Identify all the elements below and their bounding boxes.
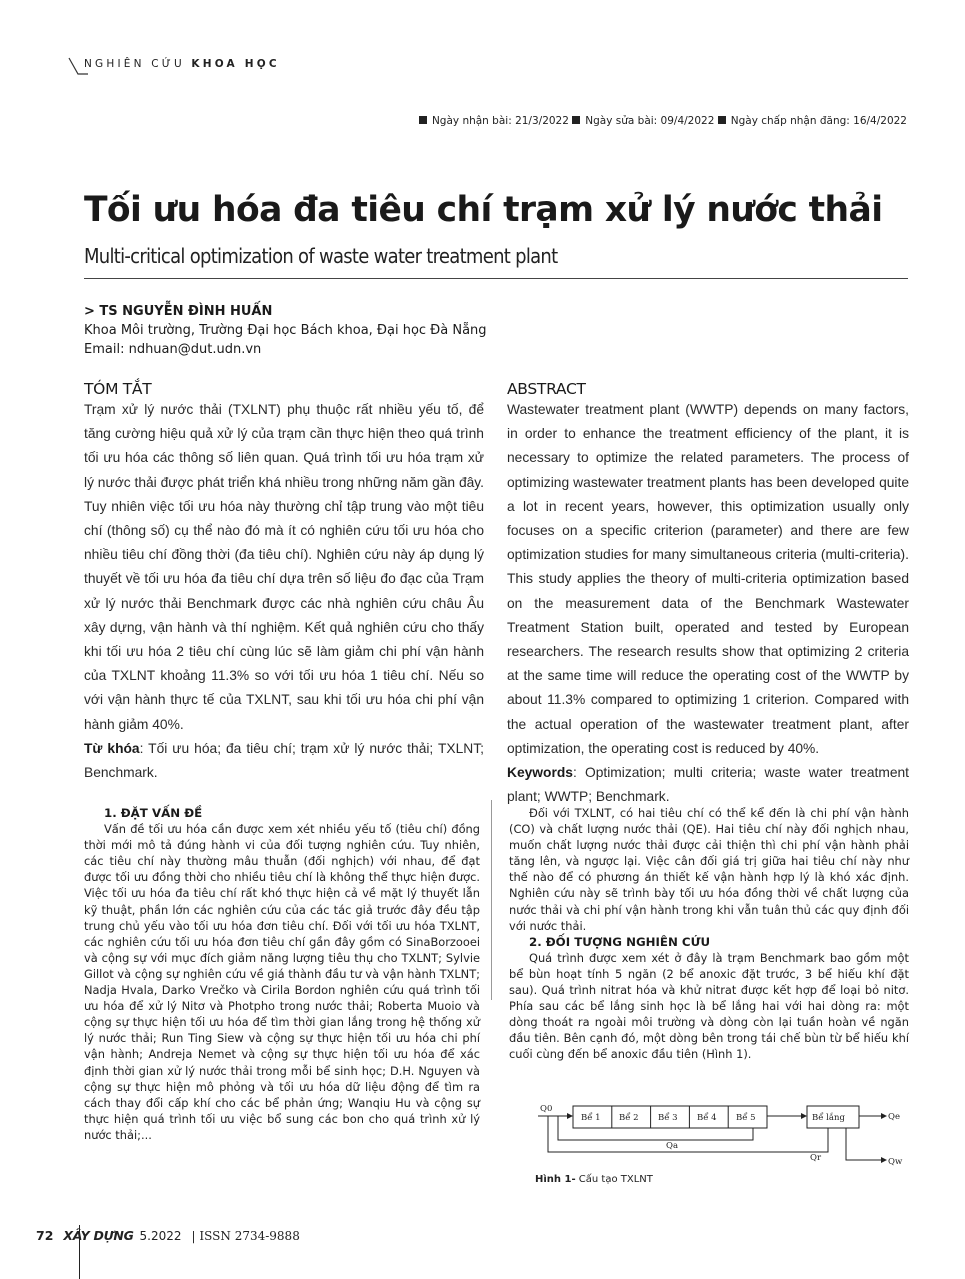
section-label-b: KHOA HỌC (191, 58, 280, 70)
label-b3: Bể 3 (658, 1113, 678, 1123)
abstract-vi-body: Trạm xử lý nước thải (TXLNT) phụ thuộc rất nhiều yếu tố, để tăng cường hiệu quả xử lý của trạm cần thực hiện theo quá trình tối ưu hóa các thông số liên quan. Quá trình tối ưu hóa trạm xử lý nước thải được phát triển khá nhiều trong những năm gần đây. Tuy nhiên việc tối ưu hóa này thường chỉ tập trung vào một tiêu chí (thông số) cụ thể nào đó mà ít có nghiên cứu tối ưu hóa cho nhiều tiêu chí đồng thời (đa tiêu chí). Nghiên cứu này áp dụng lý thuyết về tối ưu hóa đa tiêu chí dựa trên số liệu đo đạc của Trạm xử lý nước thải Benchmark được các nhà nghiên cứu châu Âu xây dựng, vận hành và thí nghiệm. Kết quả nghiên cứu cho thấy khi tối ưu hóa 2 tiêu chí cùng lúc sẽ làm giảm chi phí vận hành của TXLNT khoảng 11.3% so với tối ưu hóa 1 tiêu chí. Nếu so với vận hành thực tế của TXLNT, sau khi tối ưu hóa chi phí vận hành giảm 40%. (84, 402, 484, 732)
figure-1-diagram (528, 1098, 908, 1170)
label-qa: Qa (666, 1141, 679, 1151)
body-left-column (84, 805, 480, 1143)
section-2-heading: 2. ĐỐI TƯỢNG NGHIÊN CỨU (529, 934, 711, 949)
section-label (84, 58, 280, 70)
abstract-vi (84, 380, 484, 785)
article-title-vi: Tối ưu hóa đa tiêu chí trạm xử lý nước thải (84, 190, 883, 230)
title-divider (84, 278, 908, 279)
abstract-en-body: Wastewater treatment plant (WWTP) depends on many factors, in order to enhance the treatment efficiency of the plant, it is necessary to optimize the related parameters. The process of optimizing wastewater treatment plants has been developed quite a lot in recent years, however, this optimization usually only focuses on a specific criterion (parameter) and there are few optimization studies for many simultaneous criteria (multi-criteria). This study applies the theory of multi-criteria optimization based on the measurement data of the Benchmark Wastewater Treatment Station built, operated and tested by European researchers. The research results show that optimizing 2 criteria at the same time will reduce the operating cost of the WWTP by about 11.3% compared to optimizing 1 criterion. Compared with the actual operation of the wastewater treatment plant, after optimization, the operating cost is reduced by 40%. (507, 402, 909, 756)
figure-1-caption (535, 1174, 653, 1185)
author-name: > TS NGUYỄN ĐÌNH HUẤN (84, 304, 273, 319)
waste-sludge-line (846, 1128, 886, 1160)
page-number: 72 (36, 1228, 54, 1243)
section-1-paragraph-2: Đối với TXLNT, có hai tiêu chí có thể kể đến là chi phí vận hành (CO) và chất lượng nước thải (QE). Hai tiêu chí này đối nghịch nhau, muốn chất lượng nước thải được cải thiện thì chi phí vận hành phải tăng lên, và ngược lại. Việc cân đối giá trị giữa hai tiêu chí này như thế nào để có phương án thiết kế vận hành hợp lý là khó xác định. Nghiên cứu này sẽ trình bày tối ưu hóa đồng thời về chất lượng của nước thải và chi phí vận hành trong khi vẫn tuân thủ các quy định đối với nước thải. (509, 806, 909, 933)
label-b5: Bể 5 (736, 1113, 756, 1123)
abstract-en (507, 380, 909, 809)
abstract-en-heading: ABSTRACT (507, 380, 586, 398)
abstract-en-text (507, 398, 909, 809)
label-settler: Bể lắng (812, 1113, 845, 1123)
label-qe: Qe (888, 1112, 900, 1122)
figure-caption-label: Hình 1- (535, 1174, 576, 1185)
article-title-en: Multi-critical optimization of waste water treatment plant (84, 244, 558, 268)
section-1-heading: 1. ĐẶT VẤN ĐỀ (104, 806, 203, 820)
author-block (84, 302, 487, 359)
bullet-square-icon (419, 116, 427, 124)
figure-caption-text: Cấu tạo TXLNT (575, 1174, 653, 1185)
date-revised: Ngày sửa bài: 09/4/2022 (585, 115, 715, 127)
column-divider (491, 800, 492, 1000)
bullet-square-icon (572, 116, 580, 124)
label-b4: Bể 4 (697, 1113, 717, 1123)
section-1-paragraph: Vấn đề tối ưu hóa cần được xem xét nhiều yếu tố (tiêu chí) đồng thời mới mô tả đúng hành vi của đối tượng nghiên cứu. Tuy nhiên, các tiêu chí này thường mâu thuẫn (đối nghịch) với nhau, để đạt được tối ưu đồng thời cho nhiều tiêu chí là không thể thực hiện được. Việc tối ưu hóa đa tiêu chí rất khó thực hiện cả về mặt lý thuyết lẫn kỹ thuật, phần lớn các nghiên cứu của các tác giả trước đây đều tập trung chủ yếu vào tối ưu hóa đơn tiêu chí. Đối với tối ưu hóa TXLNT, các nghiên cứu tối ưu hóa đơn tiêu chí gần đây gồm có SinaBorzooei và cộng sự với mục đích giảm năng lượng tiêu thụ cho TXLNT; Sylvie Gillot và cộng sự nghiên cứu về giá thành đầu tư và vận hành TXLNT; Nadja Hvala, Darko Vrečko và Cirila Bordon nghiên cứu quá trình tối ưu hóa để xử lý Nitơ và Photpho trong nước thải; Roberta Muoio và cộng sự thực hiện tối ưu hóa để tìm thời gian lắng trong hệ thống xử lý nước thải; Run Ting Siew và cộng sự thực hiện tối ưu hóa chi phí vận hành; Andreja Nemet và cộng sự thực hiện tối ưu hóa để xác định thời gian xử lý nước thải trong mỗi bể sinh học; D.H. Nguyen và cộng sự thực hiện mô phỏng và tối ưu hóa dữ liệu động để tìm ra cách thay đổi cấp khí cho các bể phản ứng; Wanqiu Hu và cộng sự thực hiện quá trình tối ưu việc bổ sung các bon cho quá trình xử lý nước thải;... (84, 822, 480, 1142)
page-footer (36, 1228, 300, 1243)
author-affiliation: Khoa Môi trường, Trường Đại học Bách khoa, Đại học Đà Nẵng (84, 323, 487, 338)
bullet-square-icon (718, 116, 726, 124)
keywords-vi-label: Từ khóa (84, 740, 140, 756)
magazine-logo: XÂY DỰNG (63, 1228, 134, 1243)
keywords-en: : Optimization; multi criteria; waste water treatment plant; WWTP; Benchmark. (507, 765, 909, 805)
date-accepted: Ngày chấp nhận đăng: 16/4/2022 (730, 115, 907, 127)
body-right-column (509, 805, 909, 1063)
issue-number: 5.2022 (139, 1229, 182, 1243)
label-qr: Qr (810, 1153, 822, 1163)
abstract-vi-heading: TÓM TẮT (84, 380, 152, 398)
section-2-paragraph: Quá trình được xem xét ở đây là trạm Benchmark bao gồm một bể bùn hoạt tính 5 ngăn (2 bể anoxic đặt trước, 3 bể hiếu khí đặt sau). Quá trình nitrat hóa và khử nitrat được kết hợp để loại bỏ nitơ. Phía sau các bể lắng sinh học là bể lắng hai với hai dòng ra: một dòng thoát ra ngoài môi trường và dòng còn lại tuần hoàn về ngăn đầu tiên. Bên cạnh đó, một dòng bên trong tái chế bùn từ bể hiếu khí cuối cùng đến bể anoxic đầu tiên (Hình 1). (509, 950, 909, 1062)
label-q0: Q0 (540, 1104, 553, 1114)
abstract-vi-text (84, 398, 484, 785)
label-b1: Bể 1 (581, 1113, 601, 1123)
keywords-vi: : Tối ưu hóa; đa tiêu chí; trạm xử lý nước thải; TXLNT; Benchmark. (84, 740, 484, 781)
label-qw: Qw (888, 1157, 903, 1167)
keywords-en-label: Keywords (507, 765, 573, 781)
section-label-a: NGHIÊN CỨU (84, 58, 185, 70)
label-b2: Bể 2 (619, 1113, 639, 1123)
submission-dates (419, 115, 907, 127)
author-email: Email: ndhuan@dut.udn.vn (84, 342, 262, 357)
issn: | ISSN 2734-9888 (191, 1229, 300, 1243)
date-received: Ngày nhận bài: 21/3/2022 (431, 115, 569, 127)
